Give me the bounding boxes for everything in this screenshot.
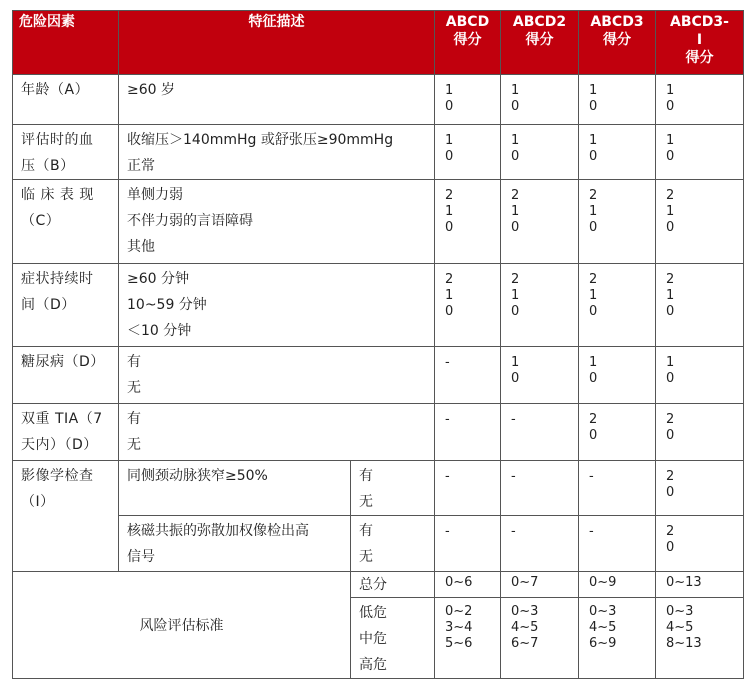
desc-diabetes: 有 无 (119, 347, 435, 404)
score-abcd3-i: 1 0 (656, 75, 744, 125)
score-abcd3-i: 2 1 0 (656, 264, 744, 347)
factor-age: 年龄（A） (13, 75, 119, 125)
score-abcd: 2 1 0 (435, 180, 501, 264)
score-abcd3-i: 2 0 (656, 461, 744, 516)
total-row (13, 572, 744, 598)
ranges-abcd: 0~2 3~4 5~6 (435, 598, 501, 679)
score-abcd2: 1 0 (501, 125, 579, 180)
score-abcd3-i: 1 0 (656, 125, 744, 180)
total-label: 总分 (351, 572, 435, 598)
ranges-abcd3: 0~3 4~5 6~9 (579, 598, 656, 679)
score-abcd2: - (501, 404, 579, 461)
score-abcd3: 1 0 (579, 75, 656, 125)
score-abcd: - (435, 347, 501, 404)
table-row (13, 264, 744, 347)
table-row (13, 461, 744, 516)
factor-blood-pressure: 评估时的血 压（B） (13, 125, 119, 180)
factor-duration: 症状持续时 间（D） (13, 264, 119, 347)
desc-carotid-stenosis: 同侧颈动脉狭窄≥50% (119, 461, 351, 516)
table-row (13, 404, 744, 461)
score-abcd2: - (501, 516, 579, 572)
risk-level-labels: 低危 中危 高危 (351, 598, 435, 679)
abcd-score-table (12, 10, 744, 679)
desc-age: ≥60 岁 (119, 75, 435, 125)
yes-no-carotid: 有 无 (351, 461, 435, 516)
score-abcd: - (435, 461, 501, 516)
desc-duration: ≥60 分钟 10~59 分钟 ＜10 分钟 (119, 264, 435, 347)
ranges-abcd3-i: 0~3 4~5 8~13 (656, 598, 744, 679)
desc-dwi-signal: 核磁共振的弥散加权像检出高 信号 (119, 516, 351, 572)
score-abcd: 1 0 (435, 125, 501, 180)
score-abcd2: 2 1 0 (501, 264, 579, 347)
score-abcd: - (435, 404, 501, 461)
factor-clinical: 临 床 表 现 （C） (13, 180, 119, 264)
score-abcd: - (435, 516, 501, 572)
score-abcd3: - (579, 516, 656, 572)
score-abcd3-i: 2 1 0 (656, 180, 744, 264)
header-feature-description: 特征描述 (119, 11, 435, 75)
score-abcd3-i: 2 0 (656, 404, 744, 461)
score-abcd3: - (579, 461, 656, 516)
score-abcd2: 1 0 (501, 347, 579, 404)
desc-dual-tia: 有 无 (119, 404, 435, 461)
score-abcd3-i: 1 0 (656, 347, 744, 404)
header-abcd2: ABCD2 得分 (501, 11, 579, 75)
risk-assessment-label: 风险评估标准 (13, 572, 351, 679)
score-abcd2: 1 0 (501, 75, 579, 125)
total-abcd2: 0~7 (501, 572, 579, 598)
factor-dual-tia: 双重 TIA（7 天内）（D） (13, 404, 119, 461)
desc-clinical: 单侧力弱 不伴力弱的言语障碍 其他 (119, 180, 435, 264)
score-abcd3: 2 1 0 (579, 180, 656, 264)
total-abcd3-i: 0~13 (656, 572, 744, 598)
score-abcd3: 1 0 (579, 347, 656, 404)
score-abcd3-i: 2 0 (656, 516, 744, 572)
table-row (13, 75, 744, 125)
ranges-abcd2: 0~3 4~5 6~7 (501, 598, 579, 679)
yes-no-dwi: 有 无 (351, 516, 435, 572)
score-abcd: 2 1 0 (435, 264, 501, 347)
factor-diabetes: 糖尿病（D） (13, 347, 119, 404)
score-abcd2: 2 1 0 (501, 180, 579, 264)
total-abcd: 0~6 (435, 572, 501, 598)
factor-imaging: 影像学检查 （I） (13, 461, 119, 572)
header-abcd3: ABCD3 得分 (579, 11, 656, 75)
header-row (13, 11, 744, 75)
score-abcd: 1 0 (435, 75, 501, 125)
table-row (13, 347, 744, 404)
score-abcd3: 2 0 (579, 404, 656, 461)
desc-blood-pressure: 收缩压＞140mmHg 或舒张压≥90mmHg 正常 (119, 125, 435, 180)
header-risk-factor: 危险因素 (13, 11, 119, 75)
score-abcd2: - (501, 461, 579, 516)
header-abcd3-i: ABCD3- I 得分 (656, 11, 744, 75)
table-row (13, 516, 744, 572)
header-abcd: ABCD 得分 (435, 11, 501, 75)
table-row (13, 125, 744, 180)
table-row (13, 180, 744, 264)
score-abcd3: 1 0 (579, 125, 656, 180)
score-abcd3: 2 1 0 (579, 264, 656, 347)
total-abcd3: 0~9 (579, 572, 656, 598)
